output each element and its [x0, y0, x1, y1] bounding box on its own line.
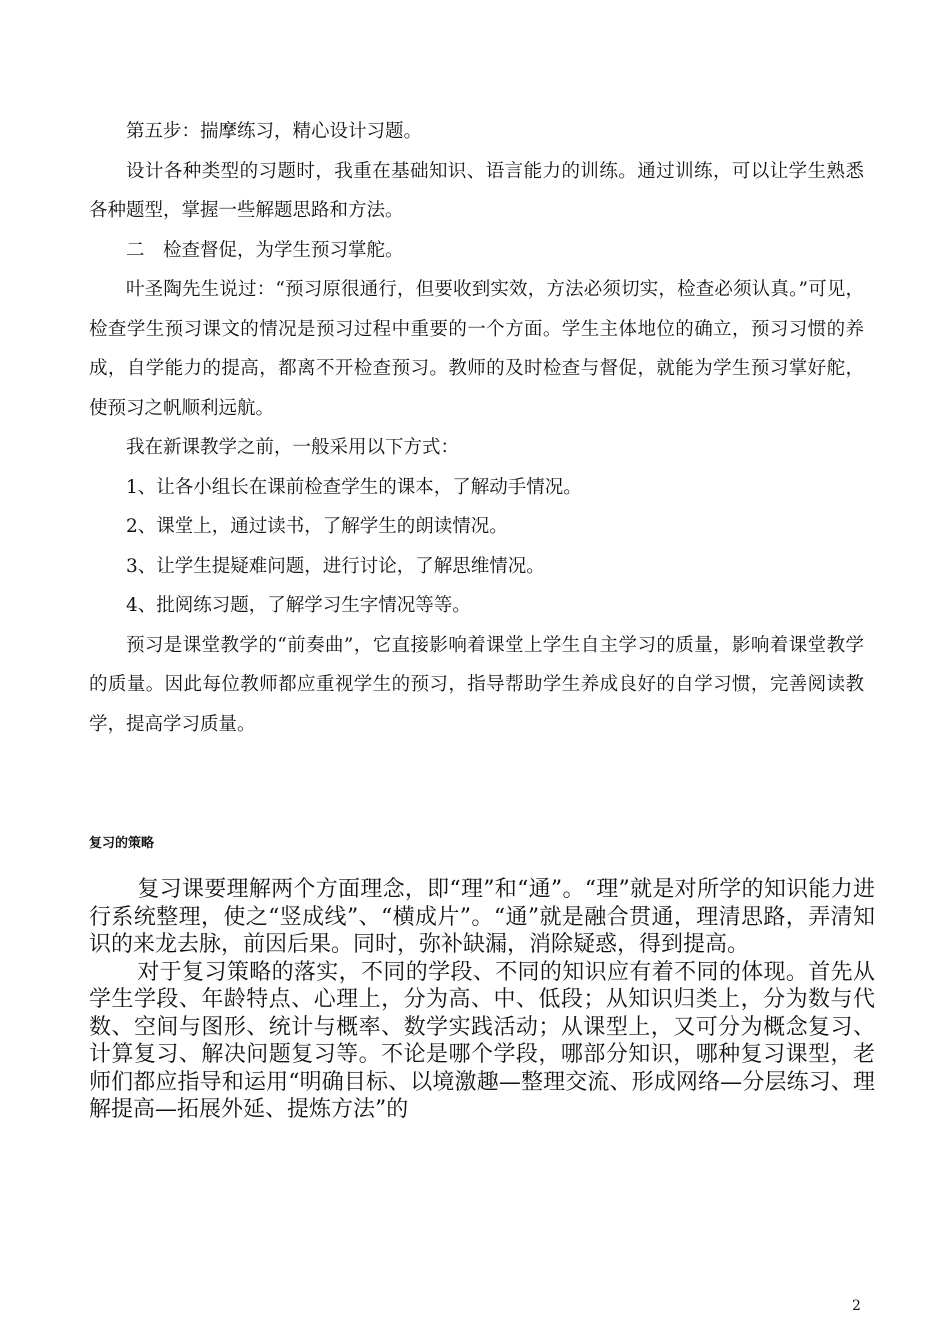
list-item-method-1: 1、让各小组长在课前检查学生的课本，了解动手情况。	[126, 476, 582, 498]
paragraph-methods-intro: 我在新课教学之前，一般采用以下方式：	[126, 437, 460, 458]
paragraph-exercise-design: 设计各种类型的习题时，我重在基础知识、语言能力的训练。通过训练，可以让学生熟悉各种题型，掌握一些解题思路和方法。	[89, 160, 864, 221]
paragraph-step-five: 第五步：揣摩练习，精心设计习题。	[126, 121, 423, 142]
preview-section	[89, 112, 864, 744]
list-item-method-3: 3、让学生提疑难问题，进行讨论，了解思维情况。	[126, 555, 545, 577]
paragraph-preview-conclusion: 预习是课堂教学的“前奏曲”，它直接影响着课堂上学生自主学习的质量，影响着课堂教学的质量。因此每位教师都应重视学生的预习，指导帮助学生养成良好的自学习惯，完善阅读教学，提高学习质量。	[89, 634, 864, 735]
review-strategy-section	[89, 876, 875, 1124]
paragraph-review-implementation: 对于复习策略的落实，不同的学段、不同的知识应有着不同的体现。首先从学生学段、年龄特点、心理上，分为高、中、低段；从知识归类上，分为数与代数、空间与图形、统计与概率、数学实践活动；从课型上，又可分为概念复习、计算复习、解决问题复习等。不论是哪个学段，哪部分知识，哪种复习课型，老师们都应指导和运用“明确目标、以境激趣—整理交流、形成网络—分层练习、理解提高—拓展外延、提炼方法”的	[89, 959, 875, 1122]
list-item-method-4: 4、批阅练习题，了解学习生字情况等等。	[126, 595, 471, 616]
paragraph-review-concept: 复习课要理解两个方面理念，即“理”和“通”。“理”就是对所学的知识能力进行系统整理，使之“竖成线”、“横成片”。“通”就是融合贯通，理清思路，弄清知识的来龙去脉，前因后果。同时，弥补缺漏，消除疑惑，得到提高。	[89, 877, 875, 957]
paragraph-ye-shengtao-quote: 叶圣陶先生说过：“预习原很通行，但要收到实效，方法必须切实，检查必须认真。”可见，检查学生预习课文的情况是预习过程中重要的一个方面。学生主体地位的确立，预习习惯的养成，自学能力的提高，都离不开检查预习。教师的及时检查与督促，就能为学生预习掌好舵，使预习之帆顺利远航。	[89, 279, 864, 419]
page-number: 2	[852, 1298, 861, 1314]
list-item-method-2: 2、课堂上，通过读书，了解学生的朗读情况。	[126, 516, 508, 537]
section-heading-review-strategy: 复习的策略	[89, 836, 155, 851]
paragraph-check-heading: 二 检查督促，为学生预习掌舵。	[126, 239, 404, 261]
